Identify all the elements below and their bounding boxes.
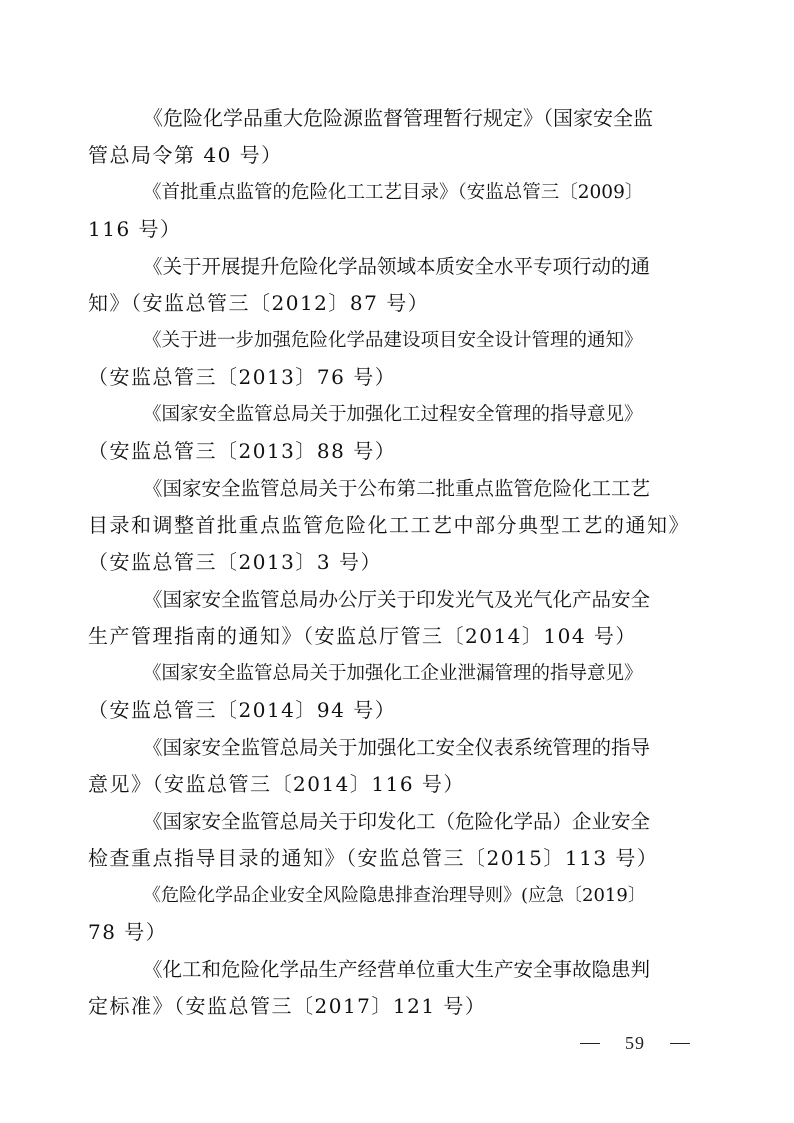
regulation-item <box>88 470 710 581</box>
document-body <box>88 100 710 1025</box>
regulation-item <box>88 322 710 396</box>
regulation-item <box>88 174 710 248</box>
page-footer <box>580 1028 690 1058</box>
regulation-line-first: 《国家安全监管总局关于印发化工（危险化学品）企业安全 <box>143 810 651 833</box>
regulation-line-first: 《国家安全监管总局关于公布第二批重点监管危险化工工艺 <box>143 477 651 500</box>
footer-dash-left <box>580 1043 600 1044</box>
regulation-item <box>88 951 710 1025</box>
regulation-line-continued: （安监总管三〔2013〕76 号） <box>88 365 397 389</box>
regulation-item <box>88 396 710 470</box>
regulation-line-first: 《国家安全监管总局关于加强化工安全仪表系统管理的指导 <box>143 736 651 759</box>
regulation-line-continued: 生产管理指南的通知》（安监总厅管三〔2014〕104 号） <box>88 624 637 648</box>
page-number: 59 <box>625 1032 645 1053</box>
footer-dash-right <box>670 1043 690 1044</box>
regulation-line-continued: 定标准》（安监总管三〔2017〕121 号） <box>88 994 487 1018</box>
regulation-line-continued: 知》（安监总管三〔2012〕87 号） <box>88 291 430 315</box>
regulation-line-first: 《危险化学品重大危险源监督管理暂行规定》（国家安全监 <box>143 106 653 130</box>
regulation-line-first: 《化工和危险化学品生产经营单位重大生产安全事故隐患判 <box>143 958 651 981</box>
regulation-item <box>88 729 710 803</box>
regulation-line-continued: （安监总管三〔2013〕88 号） <box>88 439 397 463</box>
regulation-line-continued: 检查重点指导目录的通知》（安监总管三〔2015〕113 号） <box>88 846 659 870</box>
regulation-line-continued: 116 号） <box>88 217 182 241</box>
regulation-line-continued: （安监总管三〔2013〕3 号） <box>88 550 382 574</box>
regulation-line-continued: 目录和调整首批重点监管危险化工工艺中部分典型工艺的通知》 <box>88 513 690 537</box>
regulation-line-first: 《危险化学品企业安全风险隐患排查治理导则》(应急〔2019〕 <box>143 885 646 906</box>
regulation-item <box>88 581 710 655</box>
regulation-line-first: 《首批重点监管的危险化工工艺目录》（安监总管三〔2009〕 <box>143 182 644 203</box>
regulation-item <box>88 655 710 729</box>
regulation-line-first: 《关于开展提升危险化学品领域本质安全水平专项行动的通 <box>143 255 651 278</box>
regulation-line-continued: （安监总管三〔2014〕94 号） <box>88 698 397 722</box>
regulation-item <box>88 248 710 322</box>
regulation-line-first: 《国家安全监管总局办公厅关于印发光气及光气化产品安全 <box>143 588 651 611</box>
regulation-item <box>88 877 710 951</box>
regulation-line-first: 《国家安全监管总局关于加强化工过程安全管理的指导意见》 <box>143 404 643 425</box>
regulation-line-first: 《国家安全监管总局关于加强化工企业泄漏管理的指导意见》 <box>143 663 643 684</box>
regulation-line-first: 《关于进一步加强危险化学品建设项目安全设计管理的通知》 <box>143 330 643 351</box>
regulation-item <box>88 803 710 877</box>
regulation-item <box>88 100 710 174</box>
regulation-line-continued: 78 号） <box>88 920 168 944</box>
regulation-line-continued: 意见》（安监总管三〔2014〕116 号） <box>88 772 465 796</box>
regulation-line-continued: 管总局令第 40 号） <box>88 143 283 167</box>
